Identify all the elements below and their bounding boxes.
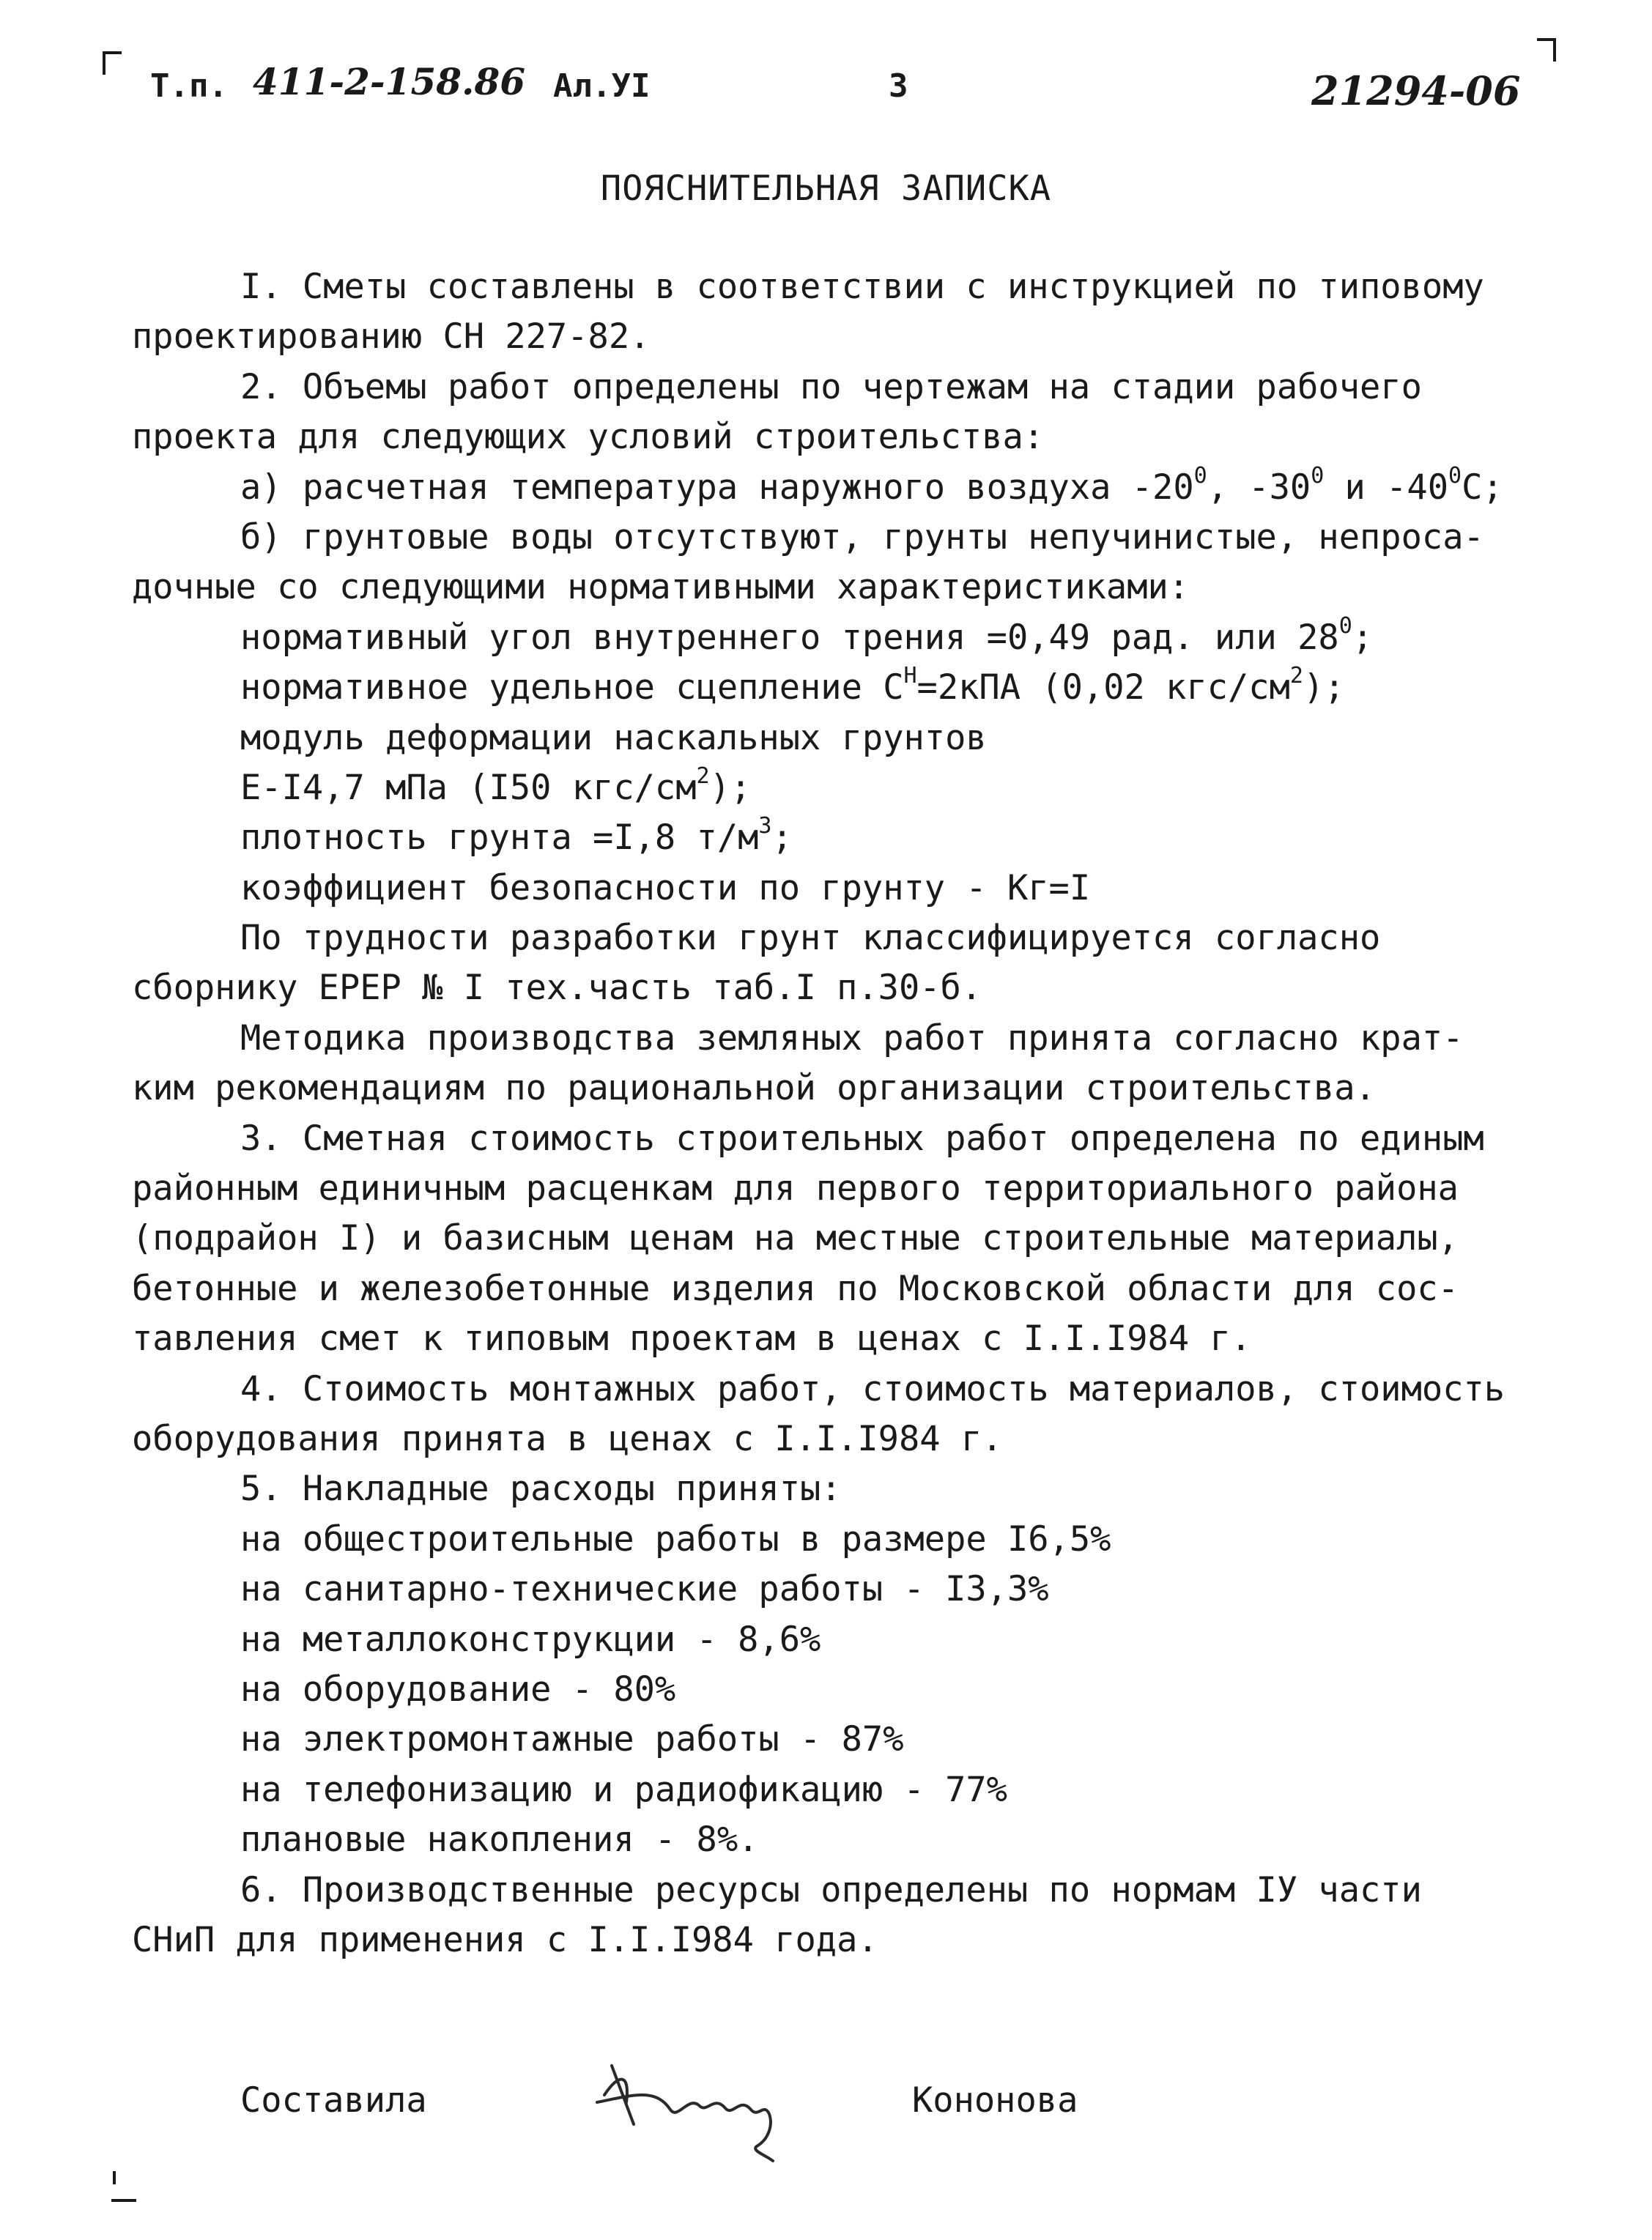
page-number: 3 (889, 67, 908, 105)
text-line: сборнику ЕРЕР № I тех.часть таб.I п.30-б. (132, 968, 982, 1009)
text-line: на металлоконструкции - 8,6% (240, 1619, 821, 1660)
text-line: 2. Объемы работ определены по чертежам на стадии рабочего (240, 366, 1422, 407)
text-segment: ; (1352, 617, 1374, 658)
text-line: 4. Стоимость монтажных работ, стоимость материалов, стоимость (240, 1368, 1505, 1409)
text-segment: плотность грунта =I,8 т/м (240, 817, 759, 858)
text-line: модуль деформации наскальных грунтов (240, 717, 987, 758)
superscript: Н (903, 663, 917, 689)
superscript: 2 (1289, 663, 1303, 689)
text-segment: ; (771, 817, 793, 858)
text-segment: ); (709, 767, 752, 808)
text-line: проекта для следующих условий строительства: (132, 417, 1045, 458)
text-line: проектированию СН 227-82. (132, 316, 651, 357)
superscript: 3 (758, 813, 772, 839)
text-line: Методика производства земляных работ принята согласно крат- (240, 1017, 1464, 1058)
text-line: 5. Накладные расходы приняты: (240, 1469, 842, 1510)
inventory-number: 21294-06 (1311, 67, 1521, 114)
text-line: тавления смет к типовым проектам в ценах с I.I.I984 г. (132, 1319, 1252, 1360)
text-line (132, 763, 1505, 813)
text-line: на телефонизацию и радиофикацию - 77% (240, 1769, 1007, 1810)
superscript: 2 (696, 763, 710, 789)
doc-code: 411-2-158.86 (253, 60, 526, 103)
text-segment: =2кПА (0,02 кгс/см (916, 667, 1290, 708)
text-line: 6. Производственные ресурсы определены по нормам IУ части (240, 1869, 1422, 1910)
text-segment: нормативный угол внутреннего трения =0,49 рад. или 28 (240, 617, 1339, 658)
text-line (132, 663, 1505, 713)
text-line: б) грунтовые воды отсутствуют, грунты непучинистые, непроса- (240, 516, 1484, 557)
text-line: дочные со следующими нормативными характеристиками: (132, 567, 1190, 608)
text-line: на электромонтажные работы - 87% (240, 1719, 904, 1760)
text-line: 3. Сметная стоимость строительных работ определена по единым (240, 1118, 1484, 1159)
explanatory-note-body (132, 262, 1505, 1965)
text-segment: нормативное удельное сцепление С (240, 667, 904, 708)
text-line: По трудности разработки грунт классифицируется согласно (240, 918, 1381, 959)
superscript: 0 (1338, 612, 1352, 639)
text-line: (подрайон I) и базисным ценам на местные строительные материалы, (132, 1218, 1459, 1259)
text-line (132, 613, 1505, 663)
text-line: ким рекомендациям по рациональной организации строительства. (132, 1068, 1376, 1109)
text-line: на санитарно-технические работы - I3,3% (240, 1569, 1049, 1610)
text-segment: Е-I4,7 мПа (I50 кгс/см (240, 767, 697, 808)
margin-mark (110, 2168, 139, 2212)
page-title: ПОЯСНИТЕЛЬНАЯ ЗАПИСКА (600, 168, 1052, 209)
text-line (132, 813, 1505, 863)
text-segment: а) расчетная температура наружного воздуха -20 (240, 467, 1194, 508)
superscript: 0 (1448, 462, 1462, 489)
text-segment: С; (1462, 467, 1503, 508)
superscript: 0 (1311, 462, 1325, 489)
text-segment: , -30 (1207, 467, 1311, 508)
text-segment: и -40 (1324, 467, 1449, 508)
compiled-by-label: Составила (240, 2080, 427, 2121)
text-line: I. Сметы составлены в соответствии с инструкцией по типовому (240, 267, 1484, 307)
text-line: коэффициент безопасности по грунту - Кг=I (240, 867, 1091, 908)
text-line: оборудования принята в ценах с I.I.I984 г. (132, 1418, 1003, 1459)
text-segment: ); (1303, 667, 1345, 708)
text-line: районным единичным расценкам для первого территориального района (132, 1168, 1459, 1209)
compiler-name: Кононова (912, 2080, 1078, 2121)
corner-mark-top-left (103, 51, 122, 75)
corner-mark-top-right (1537, 38, 1556, 62)
text-line: бетонные и железобетонные изделия по Московской области для сос- (132, 1268, 1459, 1309)
album-label: Ал.УI (553, 67, 651, 105)
text-line: плановые накопления - 8%. (240, 1820, 759, 1861)
superscript: 0 (1193, 462, 1207, 489)
text-line (132, 463, 1505, 513)
text-line: на оборудование - 80% (240, 1669, 676, 1710)
handwritten-signature (590, 2051, 810, 2168)
doc-prefix: Т.п. (150, 67, 228, 105)
text-line: на общестроительные работы в размере I6,5% (240, 1518, 1111, 1560)
text-line: СНиП для применения с I.I.I984 года. (132, 1919, 878, 1960)
